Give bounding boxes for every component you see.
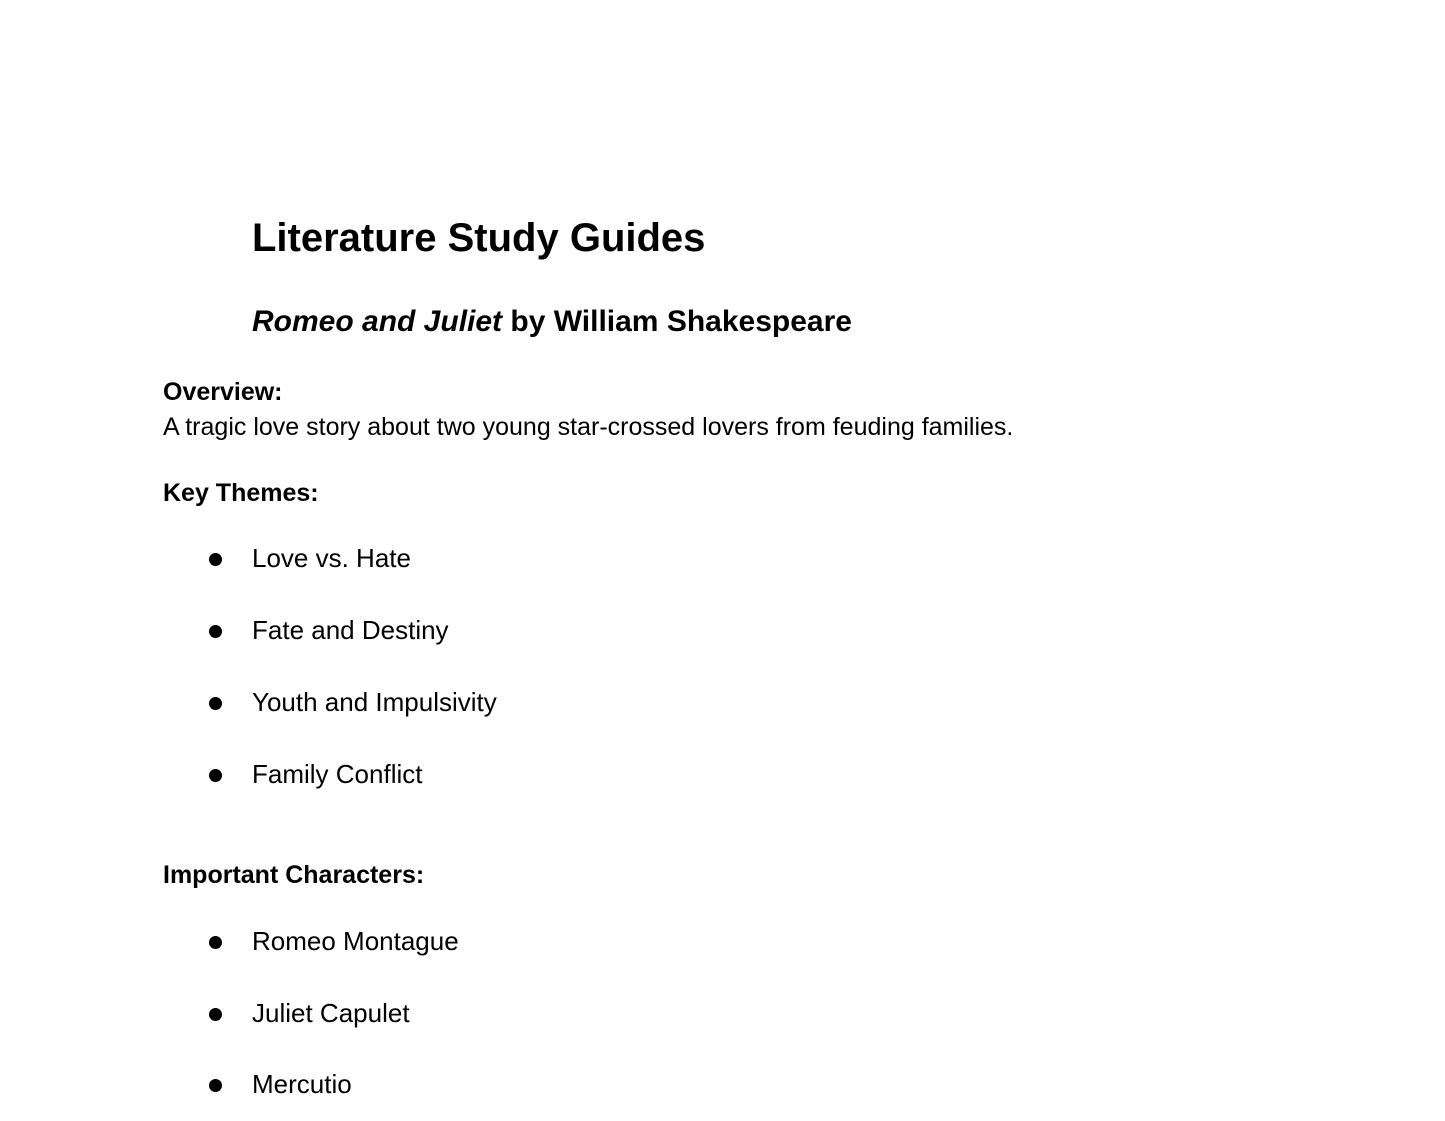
bullet-icon	[209, 769, 222, 782]
bullet-icon	[209, 697, 222, 710]
theme-label: Youth and Impulsivity	[252, 687, 497, 717]
work-title: Romeo and Juliet	[252, 305, 503, 338]
theme-label: Love vs. Hate	[252, 543, 411, 573]
theme-label: Fate and Destiny	[252, 615, 449, 645]
bullet-icon	[209, 1079, 222, 1092]
bullet-icon	[209, 625, 222, 638]
bullet-icon	[209, 1008, 222, 1021]
character-name: Romeo Montague	[252, 926, 459, 956]
key-themes-heading: Key Themes:	[163, 479, 319, 507]
overview-text: A tragic love story about two young star-crossed lovers from feuding families.	[163, 413, 1014, 441]
bullet-icon	[209, 553, 222, 566]
author-byline: by William Shakespeare	[502, 305, 852, 338]
character-name: Juliet Capulet	[252, 998, 410, 1028]
important-characters-heading: Important Characters:	[163, 861, 425, 889]
document-title: Literature Study Guides	[252, 216, 706, 260]
overview-heading: Overview:	[163, 378, 283, 406]
document-subtitle	[252, 303, 852, 341]
bullet-icon	[209, 936, 222, 949]
character-name: Mercutio	[252, 1069, 352, 1099]
theme-label: Family Conflict	[252, 759, 423, 789]
